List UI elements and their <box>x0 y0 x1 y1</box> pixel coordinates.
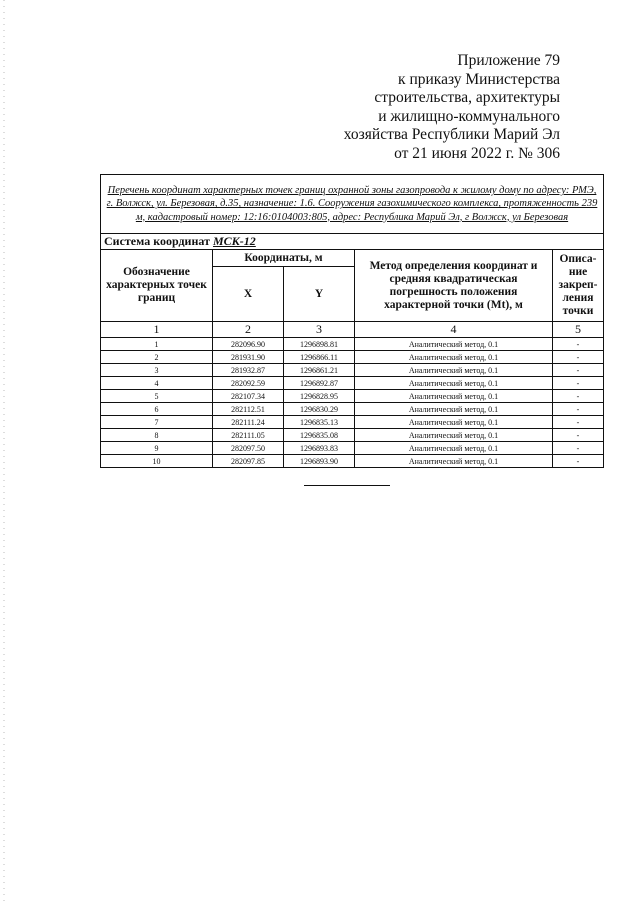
col-header-desc: Описа-ние закреп-ления точки <box>553 250 604 322</box>
cell-y: 1296893.83 <box>284 442 355 455</box>
cell-desc: - <box>553 351 604 364</box>
cell-y: 1296866.11 <box>284 351 355 364</box>
col-header-y: Y <box>284 267 355 322</box>
cell-point: 1 <box>101 338 213 351</box>
end-divider-line <box>304 485 390 486</box>
cell-method: Аналитический метод, 0.1 <box>355 390 553 403</box>
cell-x: 282092.59 <box>213 377 284 390</box>
cell-method: Аналитический метод, 0.1 <box>355 455 553 468</box>
header-line: от 21 июня 2022 г. № 306 <box>394 144 560 162</box>
header-line: Приложение 79 <box>457 52 560 69</box>
cell-method: Аналитический метод, 0.1 <box>355 351 553 364</box>
cell-desc: - <box>553 364 604 377</box>
cell-point: 2 <box>101 351 213 364</box>
table-row <box>101 390 604 403</box>
cell-desc: - <box>553 416 604 429</box>
table-row <box>101 338 604 351</box>
cell-point: 9 <box>101 442 213 455</box>
cell-y: 1296898.81 <box>284 338 355 351</box>
cell-method: Аналитический метод, 0.1 <box>355 364 553 377</box>
cell-x: 282097.50 <box>213 442 284 455</box>
cell-method: Аналитический метод, 0.1 <box>355 377 553 390</box>
cell-point: 8 <box>101 429 213 442</box>
cell-y: 1296893.90 <box>284 455 355 468</box>
cell-y: 1296835.08 <box>284 429 355 442</box>
header-line: строительства, архитектуры <box>374 89 560 107</box>
coordinates-table <box>100 174 604 468</box>
cell-point: 4 <box>101 377 213 390</box>
cell-point: 10 <box>101 455 213 468</box>
header-line: и жилищно-коммунального <box>378 107 560 125</box>
cell-desc: - <box>553 403 604 416</box>
cell-desc: - <box>553 390 604 403</box>
col-header-coords: Координаты, м <box>213 250 355 267</box>
header-line: к приказу Министерства <box>398 70 560 88</box>
cell-desc: - <box>553 338 604 351</box>
table-row <box>101 403 604 416</box>
cell-x: 281932.87 <box>213 364 284 377</box>
coordinate-system-label: Система координат <box>104 234 210 248</box>
table-row <box>101 377 604 390</box>
cell-method: Аналитический метод, 0.1 <box>355 442 553 455</box>
table-row <box>101 429 604 442</box>
header-line: хозяйства Республики Марий Эл <box>343 126 560 144</box>
col-header-point: Обозначение характерных точек границ <box>101 250 213 322</box>
col-number: 5 <box>553 322 604 338</box>
table-description: Перечень координат характерных точек границ охранной зоны газопровода к жилому дому по адресу: РМЭ, г. Волжск, ул. Березовая, д.35, назначение: 1.6. Сооружения газохимического комплекса, протяженность 239 м, кадастровый номер: 12:16:0104003:805, адрес: Республика Марий Эл, г Волжск, ул Березовая <box>101 175 604 234</box>
cell-x: 282097.85 <box>213 455 284 468</box>
cell-desc: - <box>553 429 604 442</box>
cell-method: Аналитический метод, 0.1 <box>355 429 553 442</box>
table-row <box>101 364 604 377</box>
cell-method: Аналитический метод, 0.1 <box>355 403 553 416</box>
cell-desc: - <box>553 455 604 468</box>
cell-x: 282111.24 <box>213 416 284 429</box>
cell-x: 282111.05 <box>213 429 284 442</box>
cell-desc: - <box>553 442 604 455</box>
cell-method: Аналитический метод, 0.1 <box>355 416 553 429</box>
cell-y: 1296830.29 <box>284 403 355 416</box>
table-row <box>101 455 604 468</box>
cell-point: 3 <box>101 364 213 377</box>
table-row <box>101 442 604 455</box>
coordinate-system-value: МСК-12 <box>212 234 256 248</box>
table-row <box>101 351 604 364</box>
coordinate-system-row <box>101 234 604 250</box>
col-number: 4 <box>355 322 553 338</box>
cell-desc: - <box>553 377 604 390</box>
cell-x: 282107.34 <box>213 390 284 403</box>
cell-x: 282096.90 <box>213 338 284 351</box>
cell-point: 6 <box>101 403 213 416</box>
cell-y: 1296828.95 <box>284 390 355 403</box>
cell-method: Аналитический метод, 0.1 <box>355 338 553 351</box>
col-number: 3 <box>284 322 355 338</box>
document-header <box>250 52 560 164</box>
cell-y: 1296861.21 <box>284 364 355 377</box>
col-number: 2 <box>213 322 284 338</box>
cell-x: 281931.90 <box>213 351 284 364</box>
cell-y: 1296892.87 <box>284 377 355 390</box>
col-header-x: X <box>213 267 284 322</box>
cell-point: 7 <box>101 416 213 429</box>
cell-x: 282112.51 <box>213 403 284 416</box>
table-row <box>101 416 604 429</box>
scan-margin-marks <box>3 0 5 905</box>
col-header-method: Метод определения координат и средняя квадратическая погрешность положения характерной точки (Mt), м <box>355 250 553 322</box>
col-number: 1 <box>101 322 213 338</box>
cell-point: 5 <box>101 390 213 403</box>
cell-y: 1296835.13 <box>284 416 355 429</box>
